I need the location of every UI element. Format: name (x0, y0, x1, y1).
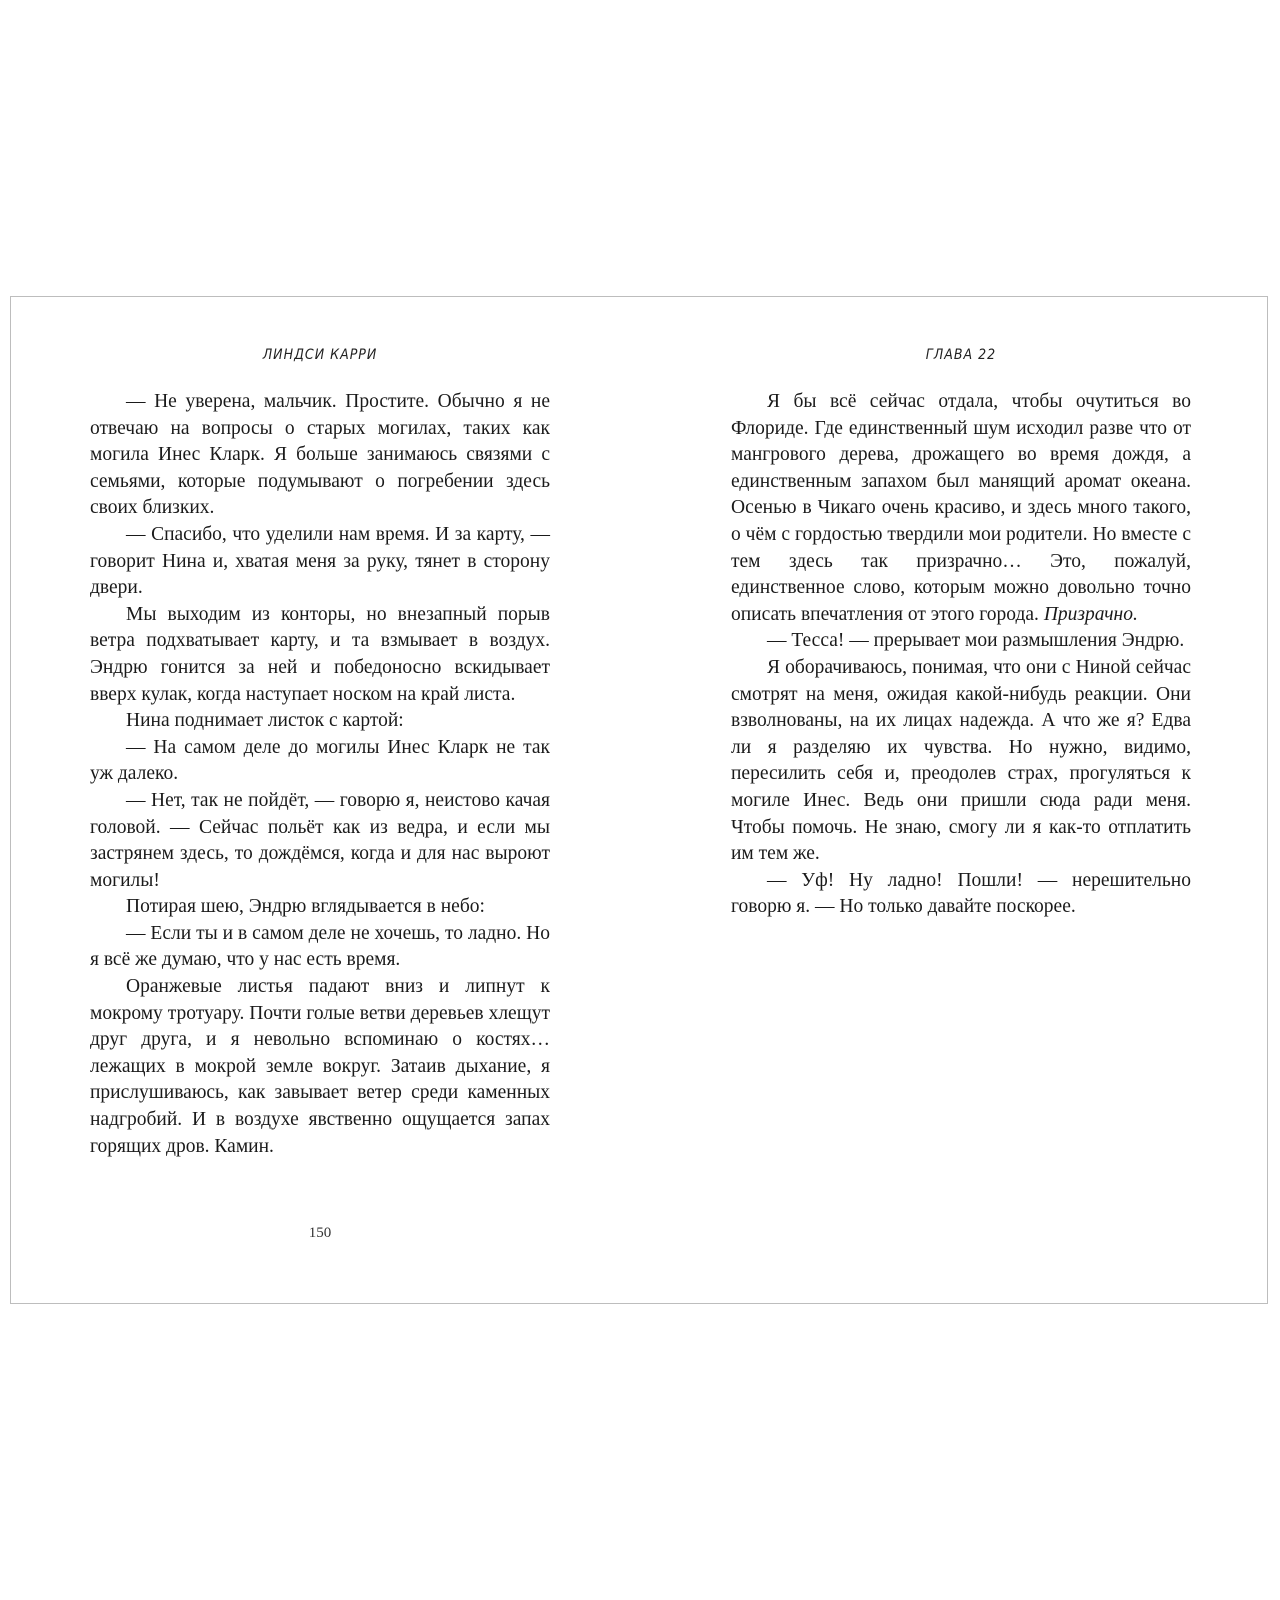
paragraph: — Если ты и в самом деле не хочешь, то ладно. Но я всё же думаю, что у нас есть время. (90, 922, 550, 971)
paragraph: Нина поднимает листок с картой: (126, 710, 404, 732)
right-page (731, 297, 1191, 1303)
running-head-chapter: ГЛАВА 22 (925, 347, 997, 363)
paragraph: — Не уверена, мальчик. Простите. Обычно я не отвечаю на вопросы о старых могилах, таких как могила Инес Кларк. Я больше занимаюсь связями с семьями, которые подумывают о погребении здесь своих близких. (90, 391, 550, 519)
paragraph: Я оборачиваюсь, понимая, что они с Ниной сейчас смотрят на меня, ожидая какой-нибудь реакции. Они взволнованы, на их лицах надежда. А что же я? Едва ли я разделяю их чувства. Но нужно, видимо, пересилить себя и, преодолев страх, прогуляться к могиле Инес. Ведь они пришли сюда ради меня. Чтобы помочь. Не знаю, смогу ли я как-то отплатить им тем же. (731, 656, 1191, 865)
paragraph (731, 389, 1191, 628)
page-number: 150 (308, 1225, 332, 1241)
paragraph: Оранжевые листья падают вниз и липнут к мокрому тротуару. Почти голые ветви деревьев хлещут друг друга, и я невольно вспоминаю о костях… лежащих в мокрой земле вокруг. Затаив дыхание, я прислушиваюсь, как завывает ветер среди каменных надгробий. И в воздухе явственно ощущается запах горящих дров. Камин. (90, 976, 550, 1157)
paragraph-text: Я бы всё сейчас отдала, чтобы очутиться во Флориде. Где единственный шум исходил разве что от мангрового дерева, дрожащего во время дождя, а единственным запахом был манящий аромат океана. Осенью в Чикаго очень красиво, и здесь много такого, о чём с гордостью твердили мои родители. Но вместе с тем здесь так призрачно… Это, пожалуй, единственное слово, которым можно довольно точно описать впечатления от этого города. (731, 391, 1191, 625)
book-spread (10, 296, 1268, 1304)
paragraph: — На самом деле до могилы Инес Кларк не так уж далеко. (90, 736, 550, 785)
paragraph: — Тесса! — прерывает мои размышления Эндрю. (767, 630, 1185, 652)
left-page-text (90, 389, 550, 1160)
left-page (90, 297, 550, 1303)
paragraph: — Уф! Ну ладно! Пошли! — нерешительно говорю я. — Но только давайте поскорее. (731, 869, 1191, 918)
italic-emphasis: Призрачно. (1043, 603, 1138, 625)
paragraph: Потирая шею, Эндрю вглядывается в небо: (126, 896, 485, 918)
paragraph: — Спасибо, что уделили нам время. И за карту, — говорит Нина и, хватая меня за руку, тянет в сторону двери. (90, 523, 550, 599)
paragraph: — Нет, так не пойдёт, — говорю я, неистово качая головой. — Сейчас польёт как из ведра, и если мы застрянем здесь, то дождёмся, когда и для нас выроют могилы! (90, 789, 550, 891)
paragraph: Мы выходим из конторы, но внезапный порыв ветра подхватывает карту, и та взмывает в воздух. Эндрю гонится за ней и победоносно вскидывает вверх кулак, когда наступает носком на край листа. (90, 603, 550, 705)
right-page-text (731, 389, 1191, 921)
running-head-author: ЛИНДСИ КАРРИ (262, 347, 378, 363)
